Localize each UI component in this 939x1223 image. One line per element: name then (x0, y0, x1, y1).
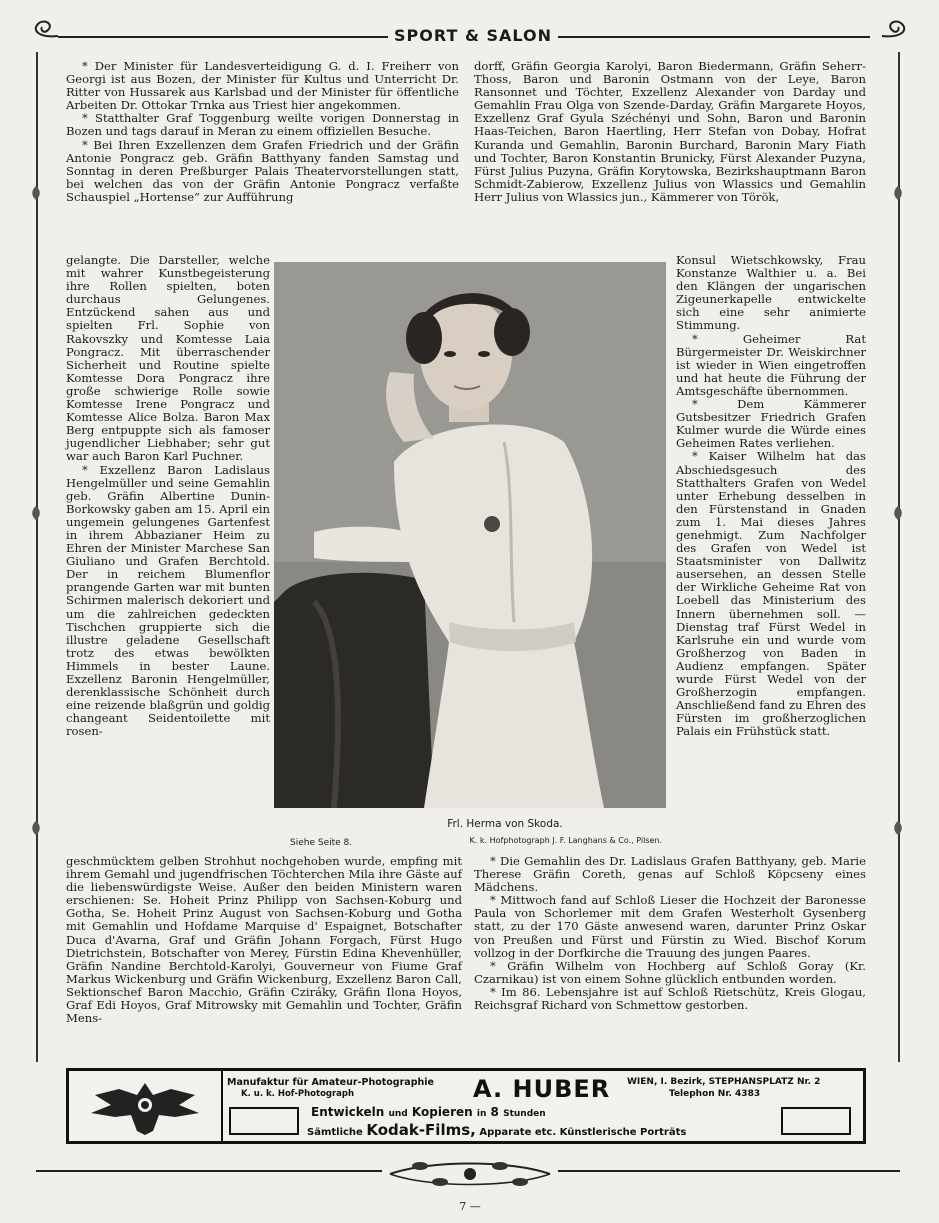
portrait-photo (274, 262, 666, 808)
article-column-left-top (66, 60, 459, 204)
news-paragraph: * Mittwoch fand auf Schloß Lieser die Hochzeit der Baronesse Paula von Schorlemer mit dem Grafen Westerholt Gysenberg statt, zu der 170 Gäste anwesend waren, darunter Prinz Oskar von Preußen und Fürst und Fürstin zu Wied. Bischof Korum vollzog in der Dorfkirche die Trauung des jungen Paares. (474, 893, 866, 960)
page-number: 7 — (459, 1200, 481, 1213)
article-column-right-narrow (676, 254, 866, 738)
ad-telephone: Telephon Nr. 4383 (669, 1089, 761, 1099)
ad-divider (221, 1071, 223, 1141)
photo-credit: K. k. Hofphotograph J. F. Langhans & Co., Pilsen. (469, 836, 662, 845)
news-paragraph: dorff, Gräfin Georgia Karolyi, Baron Biedermann, Gräfin Seherr-Thoss, Baron und Baronin Ostmann von der Leye, Baron Ransonnet und Töchter, Exzellenz Alexander von Darday und Gemahlin Frau Olga von Szende-Darday, Gräfin Margarete Hoyos, Exzellenz Graf Gyula Széchényi und Sohn, Baron und Baronin Haas-Teichen, Baron Haertling, Herr Stefan von Dobay, Hofrat Kuranda und Gemahlin, Baronin Burchard, Baronin Mary Fiath und Tochter, Baron Konstantin Brunicky, Fürst Alexander Puzyna, Fürst Julius Puzyna, Gräfin Korytowska, Bezirkshauptmann Baron Schmidt-Zabierow, Exzellenz Julius von Wlassics und Gemahlin Herr Julius von Wlassics jun., Kämmerer von Török, (474, 59, 866, 204)
ad-hofphotograph-line: K. u. k. Hof-Photograph (241, 1089, 355, 1099)
leaf-icon (29, 185, 43, 201)
news-paragraph: * Im 86. Lebensjahre ist auf Schloß Rietschütz, Kreis Glogau, Reichsgraf Richard von Schmettow gestorben. (474, 984, 866, 1013)
ad-address: WIEN, I. Bezirk, STEPHANSPLATZ Nr. 2 (627, 1077, 821, 1087)
ad-hours-word: Stunden (503, 1109, 546, 1119)
header-rule-right (558, 36, 870, 38)
article-column-bottom-right (474, 855, 866, 1012)
news-paragraph: * Der Minister für Landesverteidigung G. d. I. Freiherr von Georgi ist aus Bozen, der Minister für Kultus und Unterricht Dr. Ritter von Hussarek aus Karlsbad und der Minister für öffentliche Arbeiten Dr. Ottokar Trnka aus Triest hier angekommen. (66, 59, 459, 113)
huber-advertisement (66, 1068, 866, 1144)
ad-company-name: A. HUBER (473, 1075, 611, 1103)
ad-portraits: Künstlerische Porträts (559, 1127, 687, 1138)
ad-hours-number: 8 (490, 1105, 499, 1119)
ad-films-line (307, 1121, 686, 1139)
ad-all-word: Sämtliche (307, 1127, 363, 1138)
news-paragraph: geschmücktem gelben Strohhut nochgehoben wurde, empfing mit ihrem Gemahl und jugendfrischen Töchterchen Mila ihre Gäste auf die liebenswürdigste Weise. Außer den beiden Ministern waren erschienen: Se. Hoheit Prinz Philipp von Sachsen-Koburg und Gotha, Se. Hoheit Prinz August von Sachsen-Koburg und Gotha mit Gemahlin und Hofdame Marquise d' Espaignet, Botschafter Duca d'Avarna, Graf und Gräfin Johann Forgach, Fürst Hugo Dietrichstein, Botschafter von Merey, Fürstin Edina Khevenhüller, Gräfin Nandine Berchtold-Karolyi, Gouverneur von Fiume Graf Markus Wickenburg und Gräfin Wickenburg, Exzellenz Baron Call, Sektionschef Baron Macchio, Gräfin Cziráky, Gräfin Ilona Hoyos, Graf Edi Hoyos, Graf Mitrowsky mit Gemahlin und Tochter, Gräfin Mens- (66, 854, 462, 1026)
double-eagle-icon (75, 1075, 215, 1139)
portrait-illustration (274, 262, 666, 808)
leaf-icon (891, 505, 905, 521)
ad-develop-and: und (388, 1109, 408, 1119)
leaf-icon (29, 820, 43, 836)
news-paragraph: * Die Gemahlin des Dr. Ladislaus Grafen Batthyany, geb. Marie Therese Gräfin Coreth, genas auf Schloß Köpcseny eines Mädchens. (474, 854, 866, 895)
leaf-icon (891, 185, 905, 201)
news-paragraph: gelangte. Die Darsteller, welche mit wahrer Kunstbegeisterung ihre Rollen spielten, boten durchaus Gelungenes. Entzückend sahen aus und spielten Frl. Sophie von Rakovszky und Komtesse Laia Pongracz. Mit überraschender Sicherheit und Routine spielte Komtesse Dora Pongracz ihre große schwierige Rolle sowie Komtesse Irene Pongracz und Komtesse Alice Bolza. Baron Max Berg entpuppte sich als famoser jugendlicher Liebhaber; sehr gut war auch Baron Karl Puchner. (66, 253, 270, 464)
footer-rule-right (558, 1170, 900, 1172)
news-paragraph: Konsul Wietschkowsky, Frau Konstanze Walthier u. a. Bei den Klängen der ungarischen Zigeunerkapelle entwickelte sich eine sehr animierte Stimmung. (676, 253, 866, 333)
leaf-icon (29, 505, 43, 521)
news-paragraph: * Gräfin Wilhelm von Hochberg auf Schloß Goray (Kr. Czarnikau) ist von einem Sohne glücklich entbunden worden. (474, 958, 866, 986)
footer-rule-left (36, 1170, 382, 1172)
scroll-curl-icon (872, 16, 912, 46)
leaf-icon (891, 820, 905, 836)
news-paragraph: * Kaiser Wilhelm hat das Abschiedsgesuch des Statthalters Grafen von Wedel unter Erhebung desselben in den Fürstenstand in Gnaden zum 1. Mai dieses Jahres genehmigt. Zum Nachfolger des Grafen von Wedel ist Staatsminister von Dallwitz ausersehen, an dessen Stelle der Wirkliche Geheime Rat von Loebell das Ministerium des Innern übernehmen soll. — Dienstag traf Fürst Wedel in Karlsruhe ein und wurde vom Großherzog von Baden in Audienz empfangen. Später wurde Fürst Wedel von der Großherzogin empfangen. Anschließend fand zu Ehren des Fürsten im großherzoglichen Palais ein Frühstück statt. (676, 449, 866, 739)
masthead-title: SPORT & SALON (394, 26, 552, 45)
ad-copy-word: Kopieren (411, 1105, 473, 1119)
news-paragraph: * Statthalter Graf Toggenburg weilte vorigen Donnerstag in Bozen und tags darauf in Meran zu einem offiziellen Besuche. (66, 111, 459, 139)
article-column-right-top (474, 60, 866, 204)
article-column-bottom-left (66, 855, 462, 1025)
ad-kodak-films: Kodak-Films, (366, 1121, 476, 1139)
ad-manufacture-line: Manufaktur für Amateur-Photographie (227, 1077, 434, 1088)
ad-apparatus: Apparate etc. (479, 1127, 557, 1138)
header-rule-left (58, 36, 388, 38)
news-paragraph: * Exzellenz Baron Ladislaus Hengelmüller und seine Gemahlin geb. Gräfin Albertine Dunin-Borkowsky gaben am 15. April ein ungemein gelungenes Gartenfest in ihrem Abbazianer Heim zu Ehren der Minister Marchese San Giuliano und Grafen Berchtold. Der in reichem Blumenflor prangende Garten war mit bunten Schirmen malerisch dekoriert und um die zahlreichen gedeckten Tischchen gruppierte sich die illustre geladene Gesellschaft trotz des etwas bewölkten Himmels in bester Laune. Exzellenz Baronin Hengelmüller, derenklassische Schönheit durch eine reizende blaßgrün und goldig changeant Seidentoilette mit rosen- (66, 462, 270, 739)
ad-frame-box-right (781, 1107, 851, 1135)
photo-caption: Frl. Herma von Skoda. (447, 818, 563, 830)
news-paragraph: * Bei Ihren Exzellenzen dem Grafen Friedrich und der Gräfin Antonie Pongracz geb. Gräfin Batthyany fanden Samstag und Sonntag in deren Preßburger Palais Theatervorstellungen statt, bei welchen das von der Gräfin Antonie Pongracz verfaßte Schauspiel „Hortense“ zur Aufführung (66, 137, 459, 204)
ad-develop-word: Entwickeln (311, 1105, 385, 1119)
news-paragraph: * Geheimer Rat Bürgermeister Dr. Weiskirchner ist wieder in Wien eingetroffen und hat heute die Führung der Amtsgeschäfte übernommen. (676, 331, 866, 398)
ad-frame-box-left (229, 1107, 299, 1135)
ad-in-word: in (476, 1109, 487, 1119)
olive-branch-icon (380, 1150, 560, 1198)
right-border (898, 52, 900, 1062)
news-paragraph: * Dem Kämmerer Gutsbesitzer Friedrich Grafen Kulmer wurde die Würde eines Geheimen Rates verliehen. (676, 397, 866, 451)
article-column-left-narrow (66, 254, 270, 738)
left-border (36, 52, 38, 1062)
ad-develop-line (311, 1105, 546, 1119)
scroll-curl-icon (28, 16, 68, 46)
page-reference: Siehe Seite 8. (290, 838, 353, 848)
